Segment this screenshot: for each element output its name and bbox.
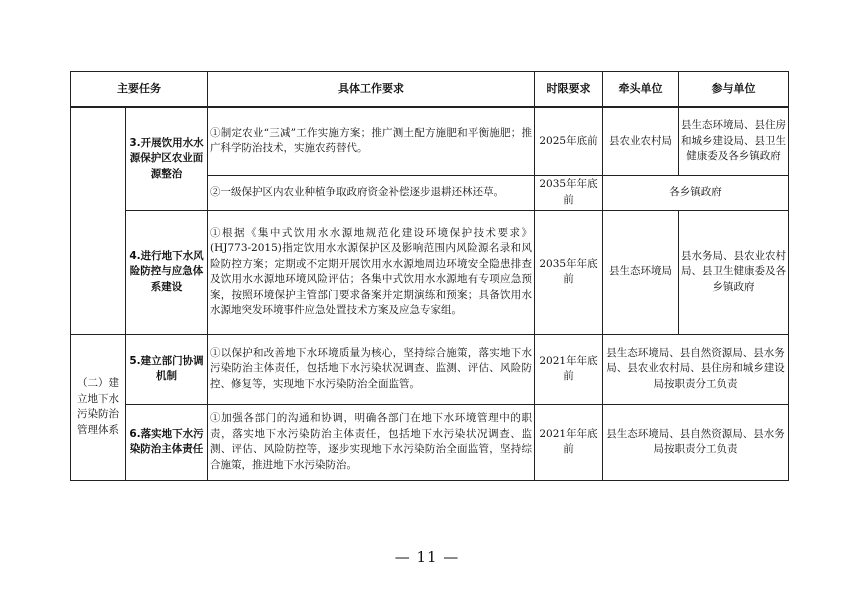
table-row — [71, 210, 789, 334]
header-deadline: 时限要求 — [535, 72, 603, 108]
header-participating-units: 参与单位 — [679, 72, 789, 108]
table-row — [71, 404, 789, 480]
subtask-cell: 4.进行地下水风险防控与应急体系建设 — [126, 210, 208, 334]
deadline-cell: 2035年年底前 — [535, 175, 603, 210]
subtask-cell: 5.建立部门协调机制 — [126, 334, 208, 404]
table-row — [71, 107, 789, 175]
requirement-cell: ①根据《集中式饮用水水源地规范化建设环境保护技术要求》(HJ773-2015)指定饮用水水源保护区及影响范围内风险源名录和风险防控方案；定期或不定期开展饮用水水源地周边环境安全隐患排查及饮用水水源地环境风险评估；各集中式饮用水水源地有专项应急预案，按照环境保护主管部门要求备案并定期演练和预案；具备饮用水水源地突发环境事件应急处置技术方案及应急专家组。 — [208, 210, 535, 334]
table-header-row — [71, 72, 789, 108]
requirement-cell: ①制定农业“三减”工作实施方案；推广测土配方施肥和平衡施肥；推广科学防治技术，实施农药替代。 — [208, 107, 535, 175]
tasks-table — [70, 71, 789, 481]
subtask-cell: 3.开展饮用水水源保护区农业面源整治 — [126, 107, 208, 210]
page-number: — 11 — — [394, 548, 460, 566]
header-main-task: 主要任务 — [71, 72, 208, 108]
combined-units-cell: 县生态环境局、县自然资源局、县水务局按职责分工负责 — [603, 404, 789, 480]
requirement-cell: ①加强各部门的沟通和协调，明确各部门在地下水环境管理中的职责，落实地下水污染防治主体责任，包括地下水污染状况调查、监测、评估、风险防控等，逐步实现地下水污染防治全面监管，坚持综合施策，推进地下水污染防治。 — [208, 404, 535, 480]
participating-units-cell: 县生态环境局、县住房和城乡建设局、县卫生健康委及各乡镇政府 — [679, 107, 789, 175]
lead-unit-cell: 县生态环境局 — [603, 210, 679, 334]
deadline-cell: 2021年年底前 — [535, 404, 603, 480]
requirement-cell: ①以保护和改善地下水环境质量为核心，坚持综合施策，落实地下水污染防治主体责任，包括地下水污染状况调查、监测、评估、风险防控、修复等，实现地下水污染防治全面监管。 — [208, 334, 535, 404]
deadline-cell: 2021年年底前 — [535, 334, 603, 404]
deadline-cell: 2035年年底前 — [535, 210, 603, 334]
header-requirements: 具体工作要求 — [208, 72, 535, 108]
category-cell: （二）建立地下水污染防治管理体系 — [71, 334, 126, 480]
combined-units-cell: 县生态环境局、县自然资源局、县水务局、县农业农村局、县住房和城乡建设局按职责分工负责 — [603, 334, 789, 404]
table-row — [71, 334, 789, 404]
category-cell — [71, 107, 126, 334]
header-lead-unit: 牵头单位 — [603, 72, 679, 108]
subtask-cell: 6.落实地下水污染防治主体责任 — [126, 404, 208, 480]
requirement-cell: ②一级保护区内农业种植争取政府资金补偿逐步退耕还林还草。 — [208, 175, 535, 210]
deadline-cell: 2025年底前 — [535, 107, 603, 175]
combined-units-cell: 各乡镇政府 — [603, 175, 789, 210]
participating-units-cell: 县水务局、县农业农村局、县卫生健康委及各乡镇政府 — [679, 210, 789, 334]
lead-unit-cell: 县农业农村局 — [603, 107, 679, 175]
